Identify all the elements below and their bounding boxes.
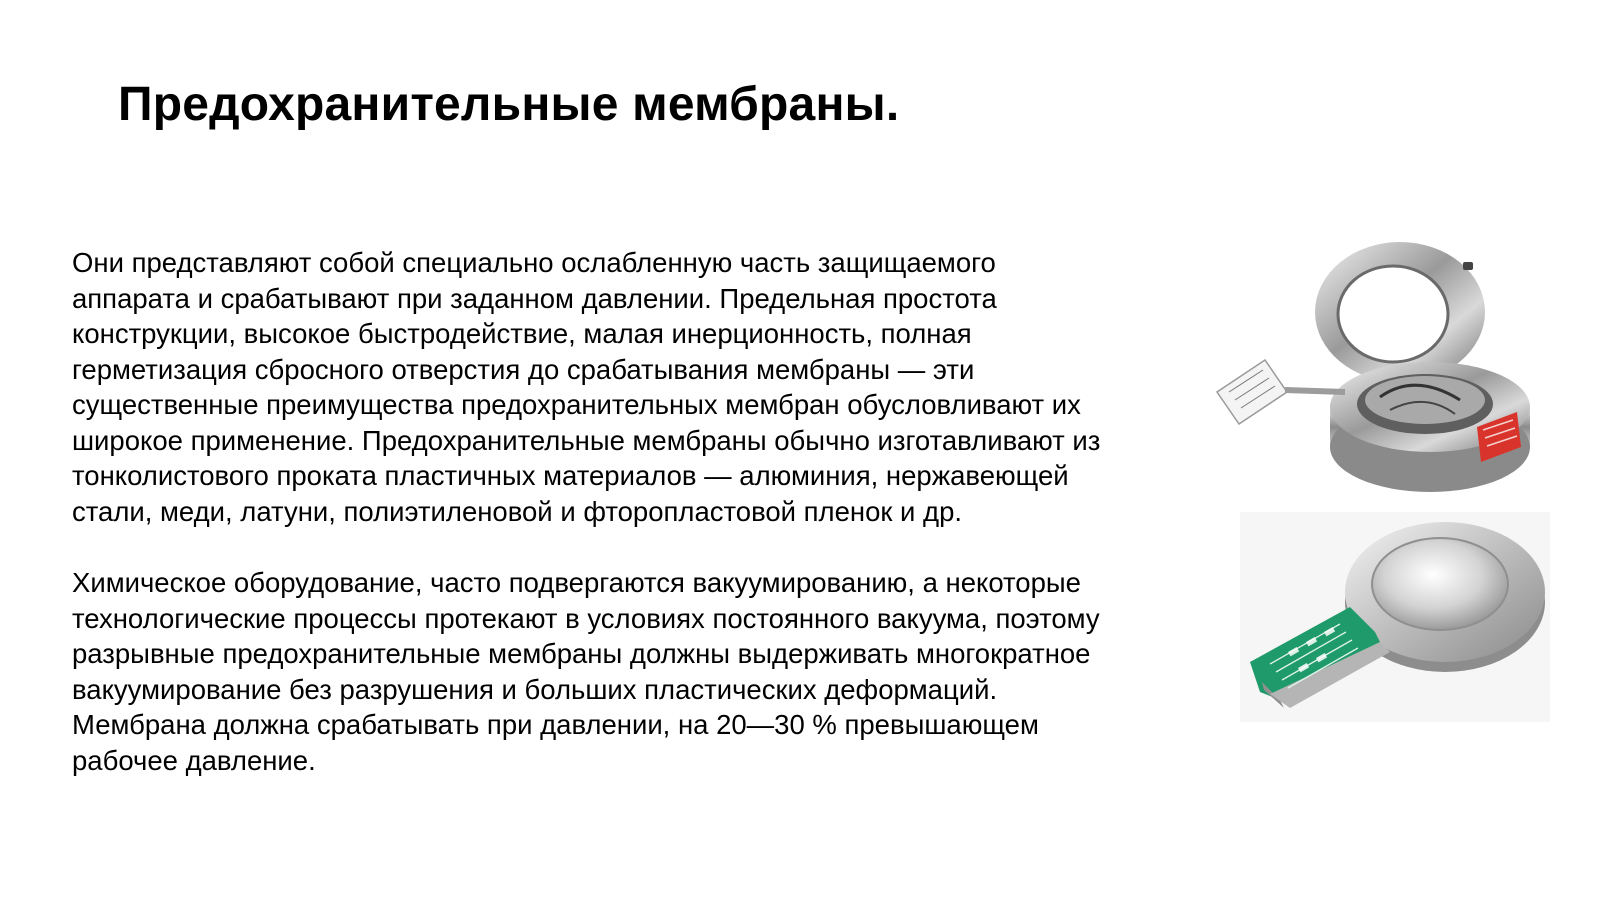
rupture-disc-with-tag-photo <box>1240 512 1550 722</box>
rupture-disc-holder-photo <box>1215 232 1545 497</box>
slide-title: Предохранительные мембраны. <box>118 78 900 131</box>
paragraph-vacuum-requirements: Химическое оборудование, часто подвергаются вакуумированию, а некоторые технологические процессы протекают в условиях постоянного вакуума, поэтому разрывные предохранительные мембраны должны выдерживать многократное вакуумирование без разрушения и больших пластических деформаций. Мембрана должна срабатывать при давлении, на 20—30 % превышающем рабочее давление. <box>72 567 1100 776</box>
paragraph-description: Они представляют собой специально ослабленную часть защищаемого аппарата и срабатывают при заданном давлении. Предельная простота конструкции, высокое быстродействие, малая инерционность, полная герметизация сбросного отверстия до срабатывания мембраны — эти существенные преимущества предохранительных мембран обусловливают их широкое применение. Предохранительные мембраны обычно изготавливают из тонколистового проката пластичных материалов — алюминия, нержавеющей стали, меди, латуни, полиэтиленовой и фторопластовой пленок и др. <box>72 247 1101 527</box>
